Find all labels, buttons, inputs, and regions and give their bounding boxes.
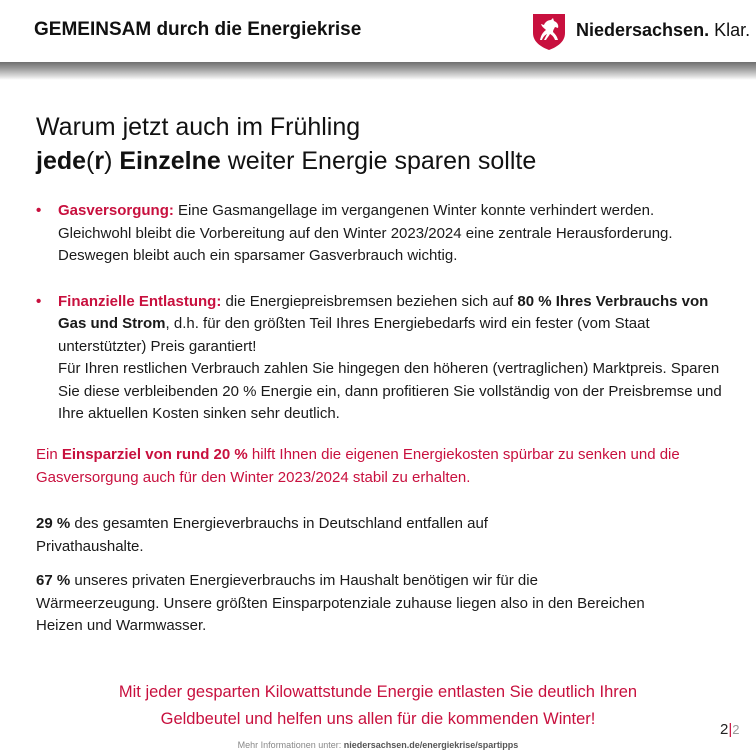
savings-target-paragraph	[36, 444, 716, 489]
target-bold: Einsparziel von rund 20 %	[61, 446, 248, 463]
fact-percent: 67 %	[36, 572, 71, 589]
heading-regular-b: )	[104, 147, 120, 175]
fact-percent: 29 %	[36, 515, 71, 532]
header-shadow-divider	[0, 62, 756, 80]
page-separator: |	[728, 721, 733, 738]
bullet-text-c: Für Ihren restlichen Verbrauch zahlen Sie hingegen den höheren (vertraglichen) Marktpreis. Sparen Sie diese verbleibenden 20 % Energie ein, dann profitieren Sie vollständig von der Preisbremse und Ihre aktuellen Kosten sinken sehr deutlich.	[58, 360, 722, 422]
bullet-text-a: die Energiepreisbremsen beziehen sich auf	[221, 292, 518, 310]
target-pre: Ein	[36, 446, 62, 463]
page-header	[0, 0, 756, 62]
heading-line-2	[36, 144, 536, 178]
header-title: GEMEINSAM durch die Energiekrise	[34, 19, 362, 40]
page-number	[720, 721, 739, 738]
niedersachsen-horse-crest-icon	[529, 11, 569, 51]
page-total: 2	[732, 722, 740, 737]
bullet-gasversorgung	[36, 200, 726, 268]
heading-regular-a: (	[86, 147, 95, 175]
bullet-finanzielle-entlastung	[36, 291, 726, 426]
bullet-label: Finanzielle Entlastung:	[58, 292, 222, 310]
bullet-list	[36, 200, 726, 449]
bullet-text: Eine Gasmangellage im vergangenen Winter konnte verhindert werden. Gleichwohl bleibt die Vorbereitung auf den Winter 2023/2024 eine zentrale Herausforderung. Deswegen bleibt auch ein sparsamer Gasverbrauch wichtig.	[58, 202, 673, 264]
heading-bold-b: r	[94, 147, 105, 175]
page-current: 2	[720, 721, 729, 738]
heading-rest: weiter Energie sparen sollte	[220, 147, 537, 175]
bullet-marker: •	[36, 202, 42, 219]
bullet-text-b: , d.h. für den größten Teil Ihres Energiebedarfs wird ein fester (vom Staat unterstützter) Preis garantiert!	[58, 315, 650, 355]
footer-link[interactable]: niedersachsen.de/energiekrise/spartipps	[343, 740, 519, 750]
closing-line-2: Geldbeutel und helfen uns allen für die kommenden Winter!	[160, 710, 596, 728]
bullet-label: Gasversorgung:	[58, 202, 174, 219]
fact-private-households	[36, 513, 536, 558]
fact-text: unseres privaten Energieverbrauchs im Haushalt benötigen wir für die Wärmeerzeugung. Unsere größten Einsparpotenziale zuhause liegen also in den Bereichen Heizen und Warmwasser.	[36, 572, 645, 634]
bullet-bold: 80 % Ihres Verbrauchs von Gas und Strom	[58, 292, 709, 332]
bullet-marker: •	[36, 292, 42, 310]
brand-bold: Niedersachsen.	[576, 20, 710, 40]
closing-message	[0, 679, 756, 733]
heading-line-1: Warum jetzt auch im Frühling	[36, 113, 361, 141]
heading-bold-a: jede	[36, 147, 87, 175]
fact-text: des gesamten Energieverbrauchs in Deutschland entfallen auf Privathaushalte.	[36, 515, 488, 555]
footer-info	[0, 740, 756, 750]
target-post: hilft Ihnen die eigenen Energiekosten spürbar zu senken und die Gasversorgung auch für den Winter 2023/2024 stabil zu erhalten.	[36, 446, 680, 486]
fact-heating	[36, 570, 656, 638]
footer-prefix: Mehr Informationen unter:	[237, 740, 344, 750]
page-heading	[36, 110, 536, 178]
brand-wordmark	[576, 20, 750, 41]
closing-line-1: Mit jeder gesparten Kilowattstunde Energie entlasten Sie deutlich Ihren	[118, 683, 638, 701]
heading-bold-c: Einzelne	[119, 147, 221, 175]
brand-regular: Klar.	[709, 20, 751, 40]
